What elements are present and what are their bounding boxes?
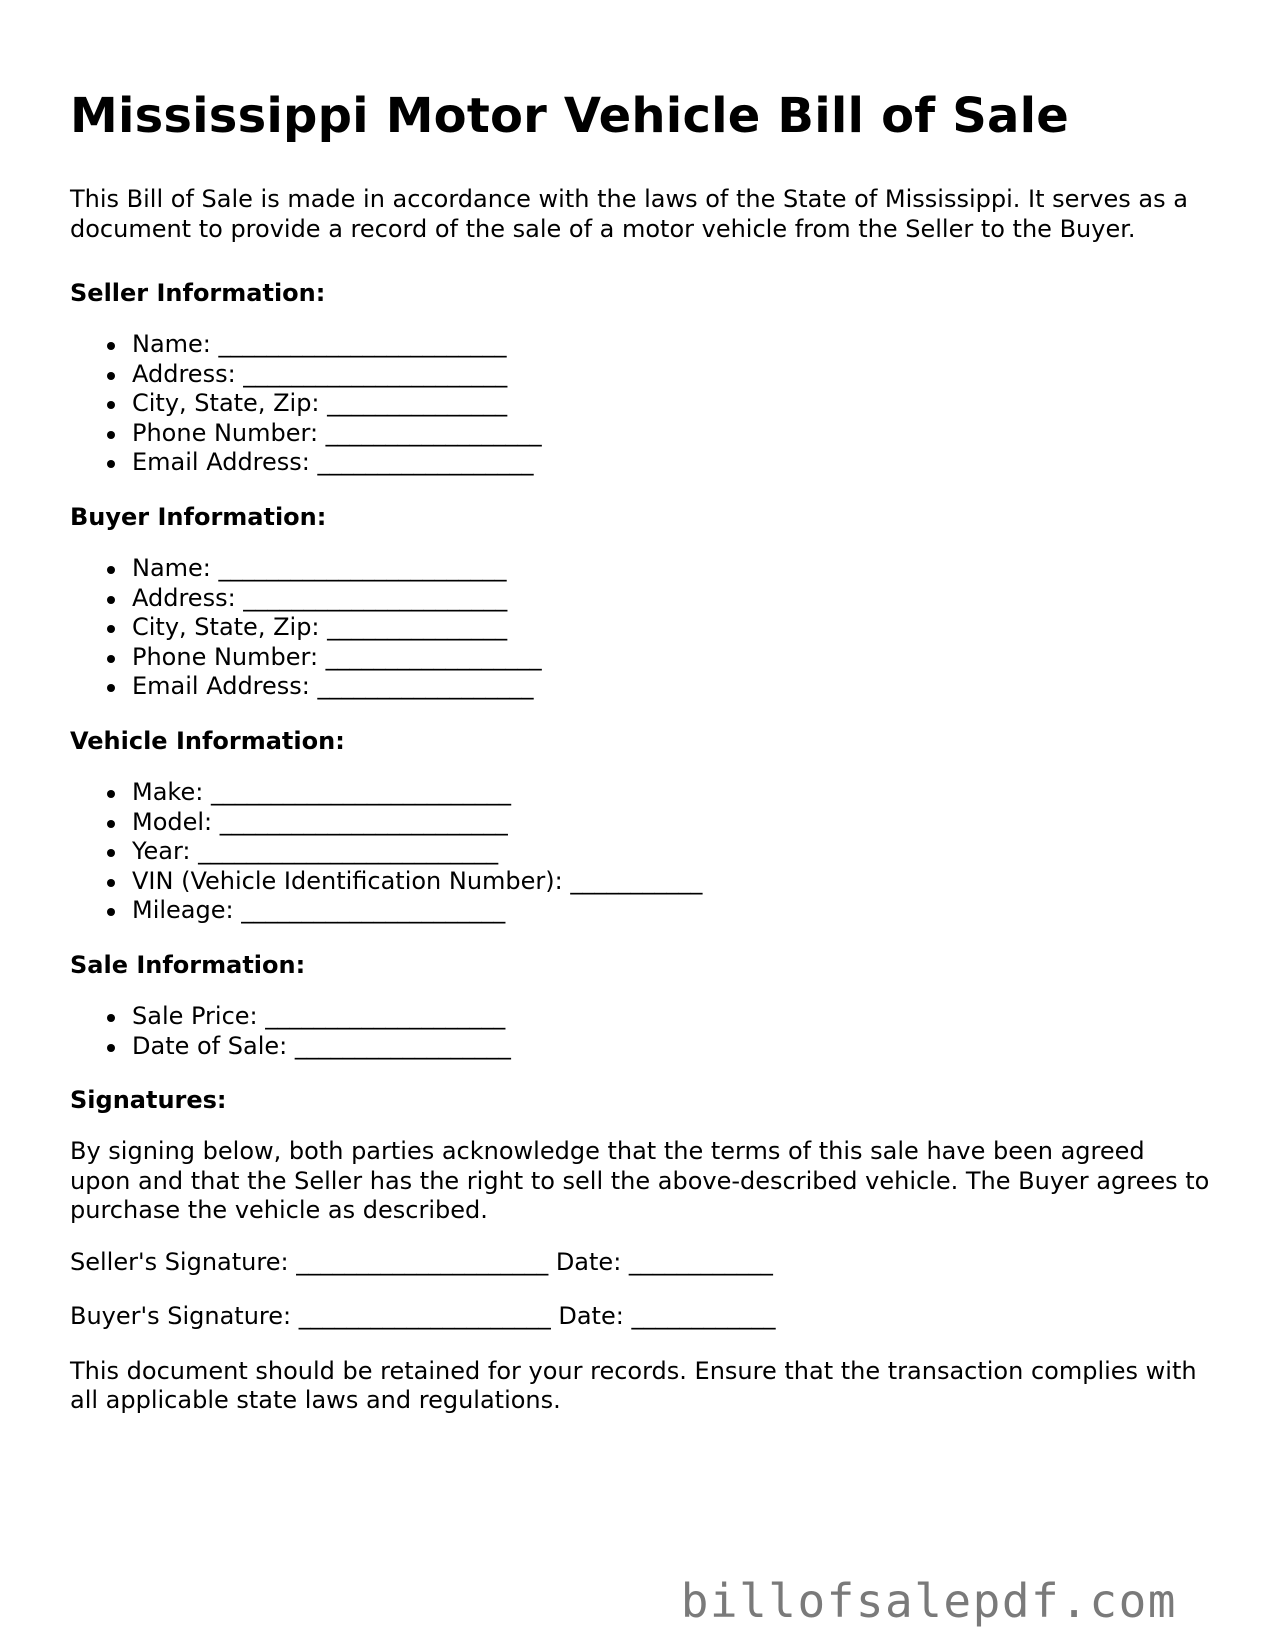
buyer-fields-list bbox=[70, 554, 1210, 702]
watermark-text: billofsalepdf.com bbox=[680, 1574, 1177, 1628]
seller-heading: Seller Information: bbox=[70, 279, 326, 307]
seller-city-state-zip-field: City, State, Zip: _______________ bbox=[132, 389, 1210, 419]
vehicle-section bbox=[70, 726, 1210, 926]
seller-signature-line: Seller's Signature: _____________________ Date: ____________ bbox=[70, 1247, 773, 1276]
seller-fields-list bbox=[70, 330, 1210, 478]
seller-email-field: Email Address: __________________ bbox=[132, 448, 1210, 478]
bill-of-sale-document bbox=[70, 88, 1210, 1416]
buyer-city-state-zip-field: City, State, Zip: _______________ bbox=[132, 613, 1210, 643]
buyer-name-field: Name: ________________________ bbox=[132, 554, 1210, 584]
signatures-paragraph: By signing below, both parties acknowledge that the terms of this sale have been agreed upon and that the Seller has the right to sell the above-described vehicle. The Buyer agrees to purchase the vehicle as described. bbox=[70, 1137, 1210, 1225]
buyer-address-field: Address: ______________________ bbox=[132, 584, 1210, 614]
closing-paragraph: This document should be retained for your records. Ensure that the transaction complies with all applicable state laws and regulations. bbox=[70, 1356, 1197, 1415]
intro-paragraph: This Bill of Sale is made in accordance with the laws of the State of Mississippi. It serves as a document to provide a record of the sale of a motor vehicle from the Seller to the Buyer. bbox=[70, 185, 1188, 243]
signatures-section bbox=[70, 1085, 1210, 1332]
vehicle-fields-list bbox=[70, 778, 1210, 926]
vehicle-heading: Vehicle Information: bbox=[70, 726, 345, 755]
seller-phone-field: Phone Number: __________________ bbox=[132, 419, 1210, 449]
document-title: Mississippi Motor Vehicle Bill of Sale bbox=[70, 88, 1070, 144]
buyer-phone-field: Phone Number: __________________ bbox=[132, 643, 1210, 673]
signatures-heading: Signatures: bbox=[70, 1086, 227, 1115]
sale-date-field: Date of Sale: __________________ bbox=[132, 1032, 1210, 1062]
buyer-heading: Buyer Information: bbox=[70, 502, 327, 531]
sale-price-field: Sale Price: ____________________ bbox=[132, 1002, 1210, 1032]
vehicle-vin-field: VIN (Vehicle Identification Number): ___________ bbox=[132, 867, 1210, 897]
sale-section bbox=[70, 950, 1210, 1061]
sale-heading: Sale Information: bbox=[70, 950, 306, 979]
seller-address-field: Address: ______________________ bbox=[132, 360, 1210, 390]
buyer-section bbox=[70, 502, 1210, 702]
vehicle-make-field: Make: _________________________ bbox=[132, 778, 1210, 808]
vehicle-model-field: Model: ________________________ bbox=[132, 808, 1210, 838]
seller-name-field: Name: ________________________ bbox=[132, 330, 1210, 360]
vehicle-year-field: Year: _________________________ bbox=[132, 837, 1210, 867]
sale-fields-list bbox=[70, 1002, 1210, 1061]
buyer-signature-line: Buyer's Signature: _____________________ Date: ____________ bbox=[70, 1302, 776, 1331]
buyer-email-field: Email Address: __________________ bbox=[132, 672, 1210, 702]
seller-section bbox=[70, 278, 1210, 478]
vehicle-mileage-field: Mileage: ______________________ bbox=[132, 896, 1210, 926]
